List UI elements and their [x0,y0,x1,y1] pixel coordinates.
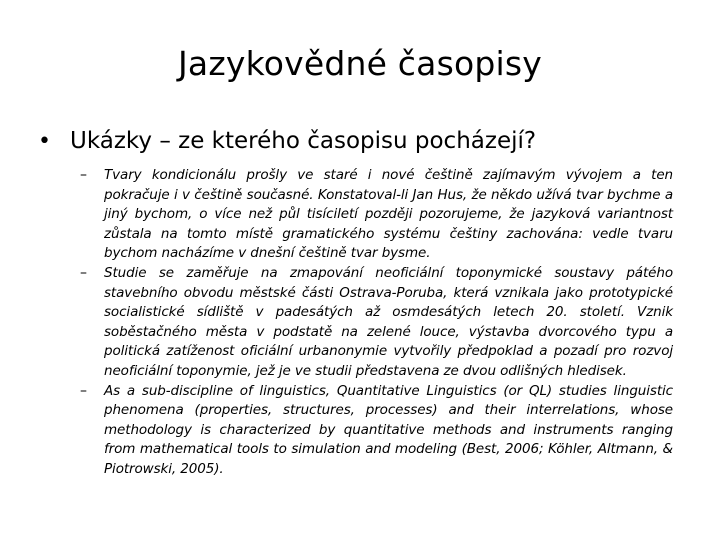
bullet-marker: • [38,129,51,154]
sub-bullet-text: Tvary kondicionálu prošly ve staré i nové češtině zajímavým vývojem a ten pokračuje i v češtině současné. Konstatoval-li Jan Hus, že někdo užívá tvar bychme a jiný bychom, o více než půl tisíciletí později pozorujeme, že jazyková variantnost zůstala na tomto místě gramatického systému češtiny zachována: vedle tvaru bychom nacházíme v dnešní češtině tvar bysme. [104,167,673,262]
sub-bullet-item [80,264,673,382]
sub-bullet-item [80,166,673,264]
dash-marker: – [80,382,87,399]
sub-bullet-text: Studie se zaměřuje na zmapování neoficiální toponymické soustavy pátého stavebního obvodu městské části Ostrava-Poruba, která vznikala jako prototypické socialistické sídliště v padesátých až osmdesátých letech 20. století. Vznik soběstačného města v podstatě na zelené louce, výstavba dvorcového typu a politická zatíženost oficiální urbanonymie vytvořily předpoklad a pozadí pro rozvoj neoficiální toponymie, jež je ve studii představena ze dvou odlišných hledisek. [104,264,673,379]
dash-marker: – [80,167,87,183]
sub-bullet-item [80,382,673,480]
slide-title: Jazykovědné časopisy [177,44,542,83]
bullet-text: Ukázky – ze kterého časopisu pocházejí? [70,128,537,154]
main-bullet [38,128,698,154]
sub-bullet-text: As a sub-discipline of linguistics, Quantitative Linguistics (or QL) studies linguistic phenomena (properties, structures, processes) and their interrelations, whose methodology is characterized by quantitative methods and instruments ranging from mathematical tools to simulation and modeling (Best, 2006; Köhler, Altmann, & Piotrowski, 2005). [104,382,673,477]
dash-marker: – [80,264,87,281]
sub-bullet-list [80,166,673,480]
